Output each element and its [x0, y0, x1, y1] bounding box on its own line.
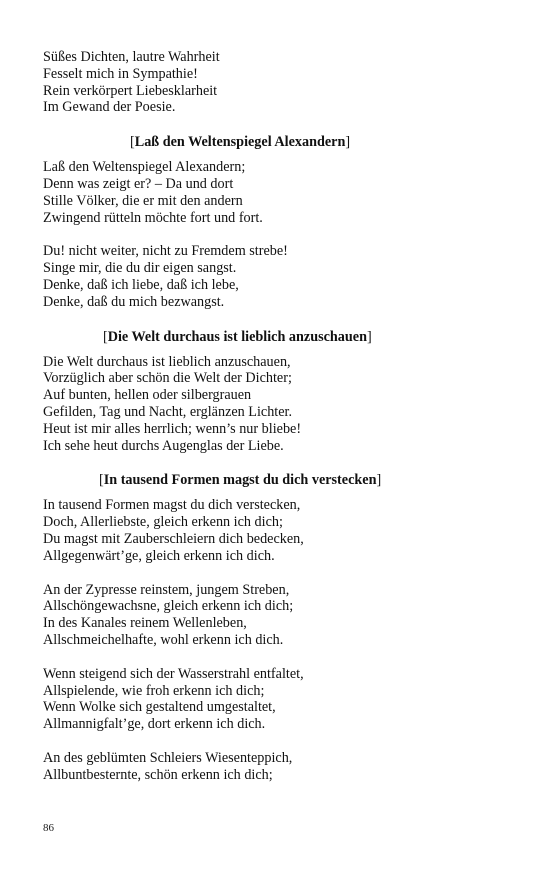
stanza	[43, 354, 513, 455]
verse-line: Auf bunten, hellen oder silbergrauen	[43, 387, 252, 404]
verse-line: Rein verkörpert Liebesklarheit	[43, 82, 218, 99]
verse-line: An der Zypresse reinstem, jungem Streben,	[43, 581, 290, 598]
verse-line: Allspielende, wie froh erkenn ich dich;	[43, 682, 265, 699]
stanza	[43, 750, 513, 784]
verse-line: Vorzüglich aber schön die Welt der Dichter;	[43, 370, 292, 387]
verse-line: Fesselt mich in Sympathie!	[43, 65, 198, 82]
verse-line: Im Gewand der Poesie.	[43, 99, 176, 116]
verse-line: Wenn Wolke sich gestaltend umgestaltet,	[43, 699, 276, 716]
verse-line: Allbuntbesternte, schön erkenn ich dich;	[43, 766, 273, 783]
verse-line: Süßes Dichten, lautre Wahrheit	[43, 49, 220, 65]
verse-line: In tausend Formen magst du dich verstecken,	[43, 497, 301, 514]
verse-line: Denke, daß du mich bezwangst.	[43, 293, 225, 310]
verse-line: Heut ist mir alles herrlich; wenn’s nur bliebe!	[43, 420, 302, 437]
stanza	[43, 497, 513, 564]
verse-line: Die Welt durchaus ist lieblich anzuschauen,	[43, 353, 291, 370]
verse-line: Allmannigfalt’ge, dort erkenn ich dich.	[43, 716, 266, 733]
stanza	[43, 582, 513, 649]
stanza	[43, 666, 513, 733]
verse-line: Denn was zeigt er? – Da und dort	[43, 175, 234, 192]
verse-line: Zwingend rütteln möchte fort und fort.	[43, 209, 263, 226]
verse-line: Singe mir, die du dir eigen sangst.	[43, 260, 237, 277]
verse-line: Wenn steigend sich der Wasserstrahl entfaltet,	[43, 665, 304, 682]
verse-line: Allschöngewachsne, gleich erkenn ich dich;	[43, 598, 294, 615]
verse-line: In des Kanales reinem Wellenleben,	[43, 615, 247, 632]
poem-title: [Laß den Weltenspiegel Alexandern]	[130, 134, 351, 151]
verse-line: Ich sehe heut durchs Augenglas der Liebe.	[43, 437, 284, 454]
verse-line: An des geblümten Schleiers Wiesenteppich,	[43, 749, 293, 766]
verse-line: Laß den Weltenspiegel Alexandern;	[43, 159, 246, 176]
poem-title: [In tausend Formen magst du dich verstecken]	[99, 472, 382, 489]
verse-line: Denke, daß ich liebe, daß ich lebe,	[43, 276, 239, 293]
verse-line: Du magst mit Zauberschleiern dich bedecken,	[43, 530, 304, 547]
verse-line: Allschmeichelhafte, wohl erkenn ich dich.	[43, 631, 284, 648]
page-number: 86	[43, 822, 54, 834]
intro-stanza	[43, 49, 513, 116]
stanza	[43, 159, 513, 226]
verse-line: Stille Völker, die er mit den andern	[43, 192, 243, 209]
verse-line: Du! nicht weiter, nicht zu Fremdem strebe!	[43, 243, 288, 260]
poem-page	[43, 49, 513, 784]
stanza	[43, 243, 513, 310]
verse-line: Gefilden, Tag und Nacht, erglänzen Lichter.	[43, 403, 293, 420]
poem-title: [Die Welt durchaus ist lieblich anzuschauen]	[103, 328, 372, 345]
verse-line: Allgegenwärt’ge, gleich erkenn ich dich.	[43, 547, 275, 564]
verse-line: Doch, Allerliebste, gleich erkenn ich dich;	[43, 514, 283, 531]
